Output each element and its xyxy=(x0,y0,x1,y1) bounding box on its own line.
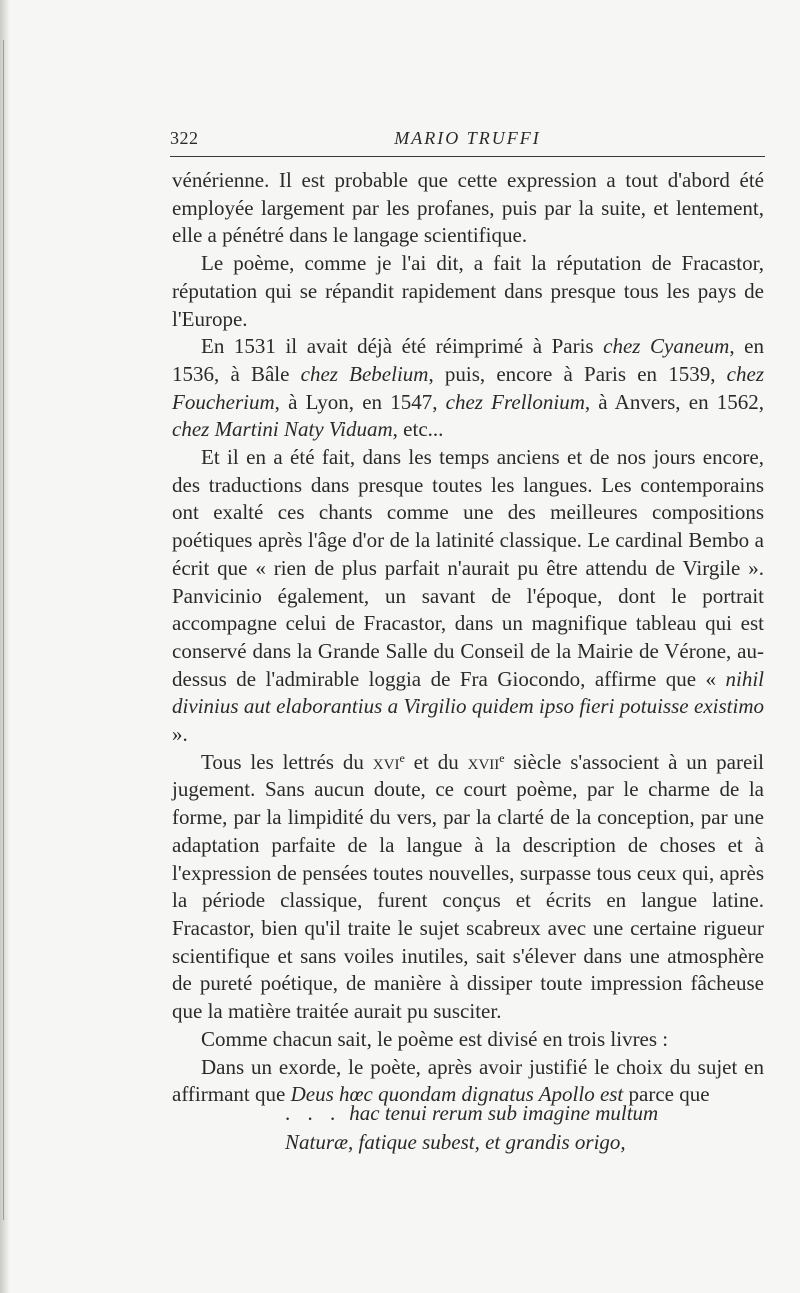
publisher-martini-naty: chez Martini Naty Viduam xyxy=(172,417,393,442)
ordinal-suffix: e xyxy=(399,750,405,765)
binding-edge xyxy=(3,40,4,1220)
paragraph-1: vénérienne. Il est probable que cette expression a tout d'abord été employée largement par les profanes, puis par la suite, et lentement, elle a pénétré dans le langage scientifique. xyxy=(172,168,764,248)
paragraph-3-text: , à Anvers, en 1562, xyxy=(584,389,765,414)
paragraph-3-text: , puis, encore à Paris en 1539, xyxy=(428,361,727,386)
paragraph-4-text: Et il en a été fait, dans les temps anciens et de nos jours encore, des traductions dans presque toutes les langues. Les contemporains ont exalté ces chants comme une des meilleures compositions poétiques après l'âge d'or de la latinité classique. Le cardinal Bembo a écrit que « rien de plus parfait n'aurait pu être attendu de Virgile ». Panvicinio également, un savant de l'époque, dont le portrait accompagne celui de Fracastor, dans un magnifique tableau qui est conservé dans la Grande Salle du Conseil de la Mairie de Vérone, au-dessus de l'admirable loggia de Fra Giocondo, affirme que « xyxy=(172,445,764,691)
latin-quotation: nihil divinius aut elaborantius a Virgilio quidem ipso fieri potuisse existimo xyxy=(172,666,764,719)
page-header xyxy=(170,122,765,148)
paragraph-5-text: siècle s'associent à un pareil jugement. Sans aucun doute, ce court poème, par le charme de la forme, par la limpidité du vers, par la clarté de la conception, par une adaptation parfaite de la langue à la description de choses et à l'expression de pensées toutes nouvelles, surpasse tous ceux qui, après la période classique, furent conçus et écrits en langue latine. Fracastor, bien qu'il traite le sujet scabreux avec une certaine rigueur scientifique et sans voiles inutiles, sait s'élever dans une atmosphère de pureté poétique, de manière à dissiper toute impression fâcheuse que la matière traitée aurait pu susciter. xyxy=(172,749,764,1024)
paragraph-3-text: , en 1536, à Bâle xyxy=(172,334,764,386)
paragraph-3-text: , etc... xyxy=(392,417,444,442)
century-xvi: xvi xyxy=(372,749,400,774)
paragraph-7-text: Dans un exorde, le poète, après avoir justifié le choix du sujet en affirmant que xyxy=(172,1054,764,1107)
paragraph-5-text: et du xyxy=(404,749,468,774)
page-number: 322 xyxy=(170,128,199,148)
publisher-foucherium: chez Foucherium xyxy=(172,361,764,414)
publisher-frellonium: chez Frellonium xyxy=(445,389,585,414)
running-head: MARIO TRUFFI xyxy=(394,128,541,148)
paragraph-7-text: parce que xyxy=(623,1082,710,1107)
verse-line-2: Naturæ, fatique subest, et grandis origo, xyxy=(285,1130,626,1154)
paragraph-2: Le poème, comme je l'ai dit, a fait la réputation de Fracastor, réputation qui se répandit rapidement dans presque tous les pays de l'Europe. xyxy=(172,251,764,331)
ellipsis-dots: . . . xyxy=(285,1101,342,1125)
header-rule xyxy=(170,156,765,157)
verse-line-1 xyxy=(285,1099,765,1128)
century-xvii: xvii xyxy=(467,749,500,774)
publisher-cyaneum: chez Cyaneum xyxy=(603,334,730,359)
paragraph-6: Comme chacun sait, le poème est divisé en trois livres : xyxy=(201,1026,669,1051)
page-spine-shadow xyxy=(0,0,10,1293)
paragraph-3 xyxy=(172,333,764,444)
publisher-bebelium: chez Bebelium xyxy=(300,361,429,386)
latin-citation: Deus hœc quondam dignatus Apollo est xyxy=(290,1082,624,1107)
body-text xyxy=(172,167,764,1109)
ordinal-suffix: e xyxy=(499,750,505,765)
paragraph-4-text: ». xyxy=(172,722,188,747)
paragraph-5 xyxy=(172,749,764,1026)
paragraph-4 xyxy=(172,444,764,749)
paragraph-3-text: En 1531 il avait déjà été réimprimé à Paris xyxy=(201,334,604,359)
paragraph-5-text: Tous les lettrés du xyxy=(201,749,373,774)
verse-quotation xyxy=(285,1099,765,1157)
paragraph-3-text: , à Lyon, en 1547, xyxy=(274,389,446,414)
verse-line-1-text: hac tenui rerum sub imagine multum xyxy=(349,1101,659,1125)
